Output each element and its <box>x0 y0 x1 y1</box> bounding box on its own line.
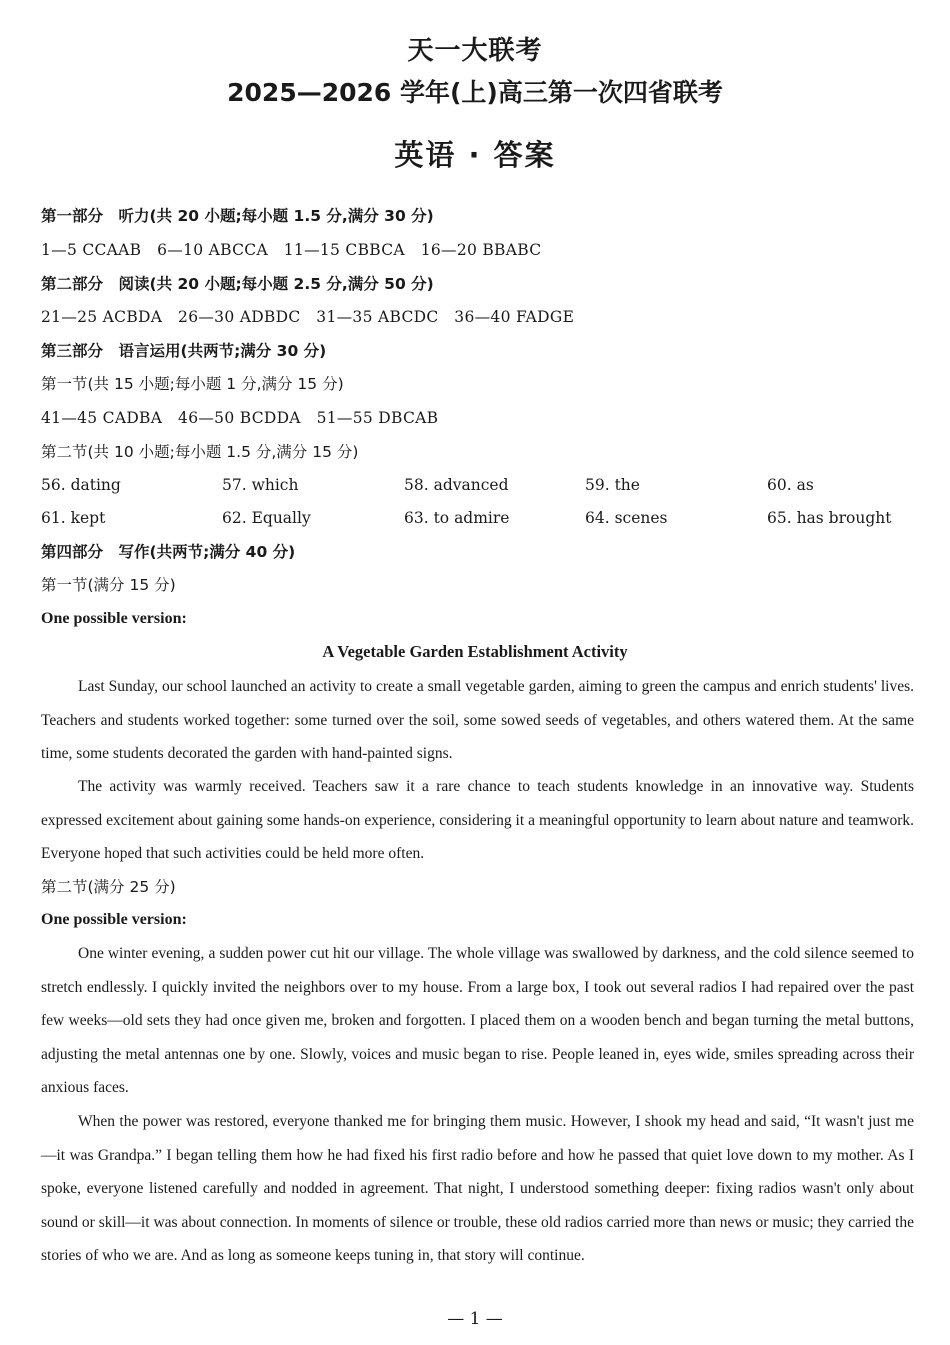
part2-answers: 21—25 ACBDA 26—30 ADBDC 31—35 ABCDC 36—40 FADGE <box>41 308 575 326</box>
part1-answers: 1—5 CCAAB 6—10 ABCCA 11—15 CBBCA 16—20 BBABC <box>41 241 542 259</box>
answer-56: 56. dating <box>41 476 121 494</box>
answer-59: 59. the <box>585 476 640 494</box>
essay1-title: A Vegetable Garden Establishment Activity <box>322 642 628 661</box>
answer-65: 65. has brought <box>767 509 892 527</box>
part3-section1-answers: 41—45 CADBA 46—50 BCDDA 51—55 DBCAB <box>41 409 439 427</box>
answer-62: 62. Equally <box>222 509 311 527</box>
answer-58: 58. advanced <box>404 476 509 494</box>
part4-section1-heading: 第一节(满分 15 分) <box>41 576 176 594</box>
answer-57: 57. which <box>222 476 299 494</box>
subject-title: 英语 · 答案 <box>394 138 556 172</box>
part3-section2-answers-row1 <box>41 474 911 496</box>
part4-section2-version-label: One possible version: <box>41 911 187 928</box>
answer-60: 60. as <box>767 476 814 494</box>
answer-63: 63. to admire <box>404 509 510 527</box>
essay2-paragraph-2: When the power was restored, everyone thanked me for bringing them music. However, I shook my head and said, “It wasn't just me—it was Grandpa.” I began telling them how he had fixed his first radio before and how he passed that quiet love down to my mother. As I spoke, everyone listened carefully and nodded in agreement. That night, I understood something deeper: fixing radios wasn't only about sound or skill—it was about connection. In moments of silence or trouble, these old radios carried more than news or music; they carried the stories of who we are. And as long as someone keeps tuning in, that story will continue. <box>41 1113 914 1264</box>
part2-heading: 第二部分 阅读(共 20 小题;每小题 2.5 分,满分 50 分) <box>41 275 434 293</box>
part4-section1-version-label: One possible version: <box>41 610 187 627</box>
part4-heading: 第四部分 写作(共两节;满分 40 分) <box>41 543 296 561</box>
part4-section2-heading: 第二节(满分 25 分) <box>41 878 176 896</box>
essay1-paragraph-1: Last Sunday, our school launched an activity to create a small vegetable garden, aiming to green the campus and enrich students' lives. Teachers and students worked together: some turned over the soil, some sowed seeds of vegetables, and others watered them. At the same time, some students decorated the garden with hand-painted signs. <box>41 678 914 762</box>
part3-section2-heading: 第二节(共 10 小题;每小题 1.5 分,满分 15 分) <box>41 443 359 461</box>
part3-section2-answers-row2 <box>41 507 911 529</box>
part3-heading: 第三部分 语言运用(共两节;满分 30 分) <box>41 342 327 360</box>
answer-64: 64. scenes <box>585 509 668 527</box>
exam-org-title: 天一大联考 <box>407 36 543 66</box>
part3-section1-heading: 第一节(共 15 小题;每小题 1 分,满分 15 分) <box>41 375 344 393</box>
exam-title: 2025—2026 学年(上)高三第一次四省联考 <box>227 78 723 107</box>
essay1-paragraph-2: The activity was warmly received. Teachers saw it a rare chance to teach students knowledge in an innovative way. Students expressed excitement about gaining some hands-on experience, considering it a meaningful opportunity to learn about nature and teamwork. Everyone hoped that such activities could be held more often. <box>41 778 914 862</box>
essay2-paragraph-1: One winter evening, a sudden power cut hit our village. The whole village was swallowed by darkness, and the cold silence seemed to stretch endlessly. I quickly invited the neighbors over to my house. From a large box, I took out several radios I had repaired over the past few weeks—old sets they had once given me, broken and forgotten. I placed them on a wooden bench and began turning the metal buttons, adjusting the metal antennas one by one. Slowly, voices and music began to rise. People leaned in, eyes wide, smiles spreading across their anxious faces. <box>41 945 914 1096</box>
page-number: — 1 — <box>447 1309 503 1329</box>
answer-61: 61. kept <box>41 509 106 527</box>
part1-heading: 第一部分 听力(共 20 小题;每小题 1.5 分,满分 30 分) <box>41 207 434 225</box>
